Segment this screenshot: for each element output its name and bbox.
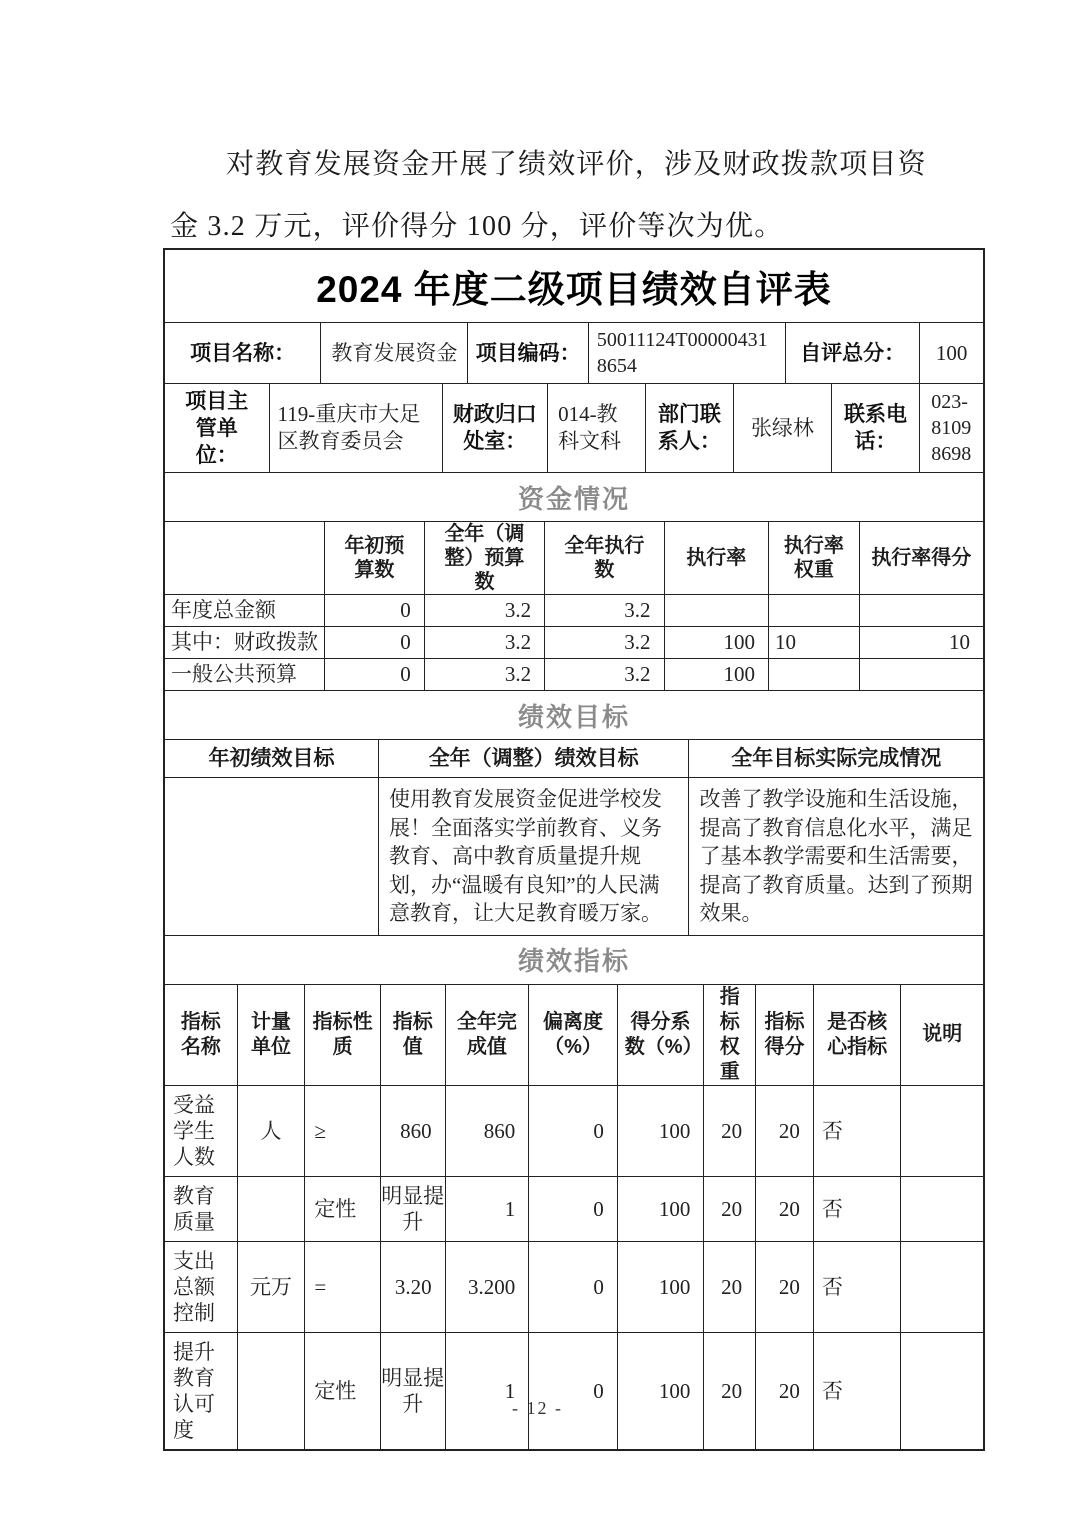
funds-header-row <box>165 522 983 595</box>
table-row <box>165 323 983 384</box>
fund-cell <box>860 595 983 626</box>
indicator-actual: 860 <box>446 1086 530 1176</box>
fund-cell <box>665 595 770 626</box>
goals-initial-text <box>165 778 379 935</box>
goals-section-title: 绩效目标 <box>517 701 630 732</box>
indicator-name: 教育质量 <box>165 1177 238 1241</box>
indicator-weight: 20 <box>704 1086 756 1176</box>
finance-office-label: 财政归口处室： <box>443 384 549 472</box>
table-row <box>165 595 983 627</box>
indicator-core: 否 <box>814 1242 902 1332</box>
funds-header-initial-budget: 年初预算数 <box>325 522 425 594</box>
table-row <box>165 1333 983 1449</box>
fund-cell <box>769 659 860 690</box>
ind-header-weight: 指标权重 <box>704 985 756 1085</box>
indicators-section-title: 绩效指标 <box>517 946 630 976</box>
indicator-note <box>901 1333 983 1449</box>
ind-header-nature: 指标性质 <box>305 985 381 1085</box>
fund-cell: 3.2 <box>545 595 664 626</box>
indicator-coefficient: 100 <box>618 1333 705 1449</box>
fund-row-label: 其中：财政拨款 <box>165 627 325 658</box>
indicator-deviation: 0 <box>529 1177 618 1241</box>
finance-office-value: 014-教科文科 <box>548 384 646 472</box>
self-score-label: 自评总分： <box>786 323 920 383</box>
funds-header-rate-score: 执行率得分 <box>871 547 972 569</box>
indicator-note <box>901 1177 983 1241</box>
goals-adjusted-text: 使用教育发展资金促进学校发展！全面落实学前教育、义务教育、高中教育质量提升规划，办“温暖有良知”的人民满意教育，让大足教育暖万家。 <box>379 778 689 935</box>
project-name-label: 项目名称： <box>165 323 321 383</box>
indicator-unit: 人 <box>238 1086 306 1176</box>
indicator-name: 受益学生人数 <box>165 1086 238 1176</box>
goals-header-initial: 年初绩效目标 <box>165 740 379 777</box>
table-row <box>165 1242 983 1333</box>
table-title-row <box>165 250 983 323</box>
ind-header-name: 指标名称 <box>165 985 238 1085</box>
indicator-name: 支出总额控制 <box>165 1242 238 1332</box>
phone-value: 023-81098698 <box>931 391 972 465</box>
indicator-coefficient: 100 <box>618 1242 705 1332</box>
page-number: - 12 - <box>512 1398 563 1418</box>
fund-cell: 3.2 <box>425 627 545 658</box>
indicator-deviation: 0 <box>529 1086 618 1176</box>
fund-cell: 0 <box>325 627 425 658</box>
ind-header-deviation: 偏离度（%） <box>529 985 618 1085</box>
fund-row-label: 一般公共预算 <box>165 659 325 690</box>
indicator-note <box>901 1086 983 1176</box>
indicator-target: 860 <box>381 1086 446 1176</box>
indicator-deviation: 0 <box>529 1242 618 1332</box>
indicator-note <box>901 1242 983 1332</box>
indicator-target: 明显提升 <box>381 1333 446 1449</box>
indicator-nature: ≥ <box>305 1086 381 1176</box>
ind-header-coefficient: 得分系数（%） <box>618 985 705 1085</box>
fund-cell: 3.2 <box>545 659 664 690</box>
indicator-nature: = <box>305 1242 381 1332</box>
indicator-coefficient: 100 <box>618 1086 705 1176</box>
goals-section-header <box>165 691 983 740</box>
indicator-core: 否 <box>814 1333 902 1449</box>
fund-cell: 3.2 <box>545 627 664 658</box>
fund-cell <box>769 595 860 626</box>
phone-label: 联系电话： <box>832 384 921 472</box>
indicator-unit <box>238 1177 306 1241</box>
table-row <box>165 384 983 473</box>
indicator-nature: 定性 <box>305 1177 381 1241</box>
indicator-unit: 元万 <box>238 1242 306 1332</box>
fund-cell <box>860 659 983 690</box>
indicator-score: 20 <box>756 1333 814 1449</box>
fund-cell: 3.2 <box>425 595 545 626</box>
ind-header-actual: 全年完成值 <box>446 985 530 1085</box>
fund-cell: 10 <box>949 630 970 654</box>
fund-cell: 100 <box>665 627 770 658</box>
ind-header-core: 是否核心指标 <box>814 985 902 1085</box>
ind-header-unit: 计量单位 <box>238 985 306 1085</box>
funds-header-executed: 全年执行数 <box>545 522 664 594</box>
table-title: 2024 年度二级项目绩效自评表 <box>316 269 832 310</box>
indicators-header-row <box>165 985 983 1086</box>
fund-cell: 10 <box>769 627 860 658</box>
table-row <box>165 659 983 691</box>
indicator-name: 提升教育认可度 <box>165 1333 238 1449</box>
indicator-coefficient: 100 <box>618 1177 705 1241</box>
project-code-label: 项目编码： <box>468 323 588 383</box>
indicator-actual: 1 <box>446 1333 530 1449</box>
goals-header-actual: 全年目标实际完成情况 <box>731 747 942 770</box>
table-row <box>165 627 983 659</box>
indicator-target: 3.20 <box>381 1242 446 1332</box>
self-score-value: 100 <box>935 340 968 365</box>
indicator-score: 20 <box>756 1177 814 1241</box>
indicator-actual: 1 <box>446 1177 530 1241</box>
indicator-core: 否 <box>814 1086 902 1176</box>
indicator-weight: 20 <box>704 1333 756 1449</box>
indicator-weight: 20 <box>704 1242 756 1332</box>
ind-header-note: 说明 <box>922 1023 963 1045</box>
fund-cell: 0 <box>325 659 425 690</box>
indicator-actual: 3.200 <box>446 1242 530 1332</box>
intro-paragraph: 对教育发展资金开展了绩效评价，涉及财政拨款项目资金 3.2 万元，评价得分 100 分，评价等次为优。 <box>170 149 927 242</box>
self-eval-table <box>163 248 985 1451</box>
indicator-deviation: 0 <box>529 1333 618 1449</box>
goals-header-adjusted: 全年（调整）绩效目标 <box>379 740 689 777</box>
goals-body-row <box>165 778 983 936</box>
indicator-weight: 20 <box>704 1177 756 1241</box>
goals-header-row <box>165 740 983 778</box>
indicator-core: 否 <box>814 1177 902 1241</box>
funds-header-rate-weight: 执行率权重 <box>769 522 860 594</box>
contact-value: 张绿林 <box>734 384 831 472</box>
ind-header-score: 指标得分 <box>756 985 814 1085</box>
funds-header-blank <box>165 522 325 594</box>
dept-label: 项目主管单位： <box>165 384 270 472</box>
indicator-score: 20 <box>756 1242 814 1332</box>
table-row <box>165 1086 983 1177</box>
fund-cell: 0 <box>325 595 425 626</box>
funds-header-adjusted-budget: 全年（调整）预算数 <box>425 522 545 594</box>
indicators-section-header <box>165 936 983 985</box>
dept-value: 119-重庆市大足区教育委员会 <box>270 384 443 472</box>
contact-label: 部门联系人： <box>646 384 735 472</box>
project-name-value: 教育发展资金 <box>321 323 468 383</box>
table-row <box>165 1177 983 1242</box>
project-code-value: 50011124T000004318654 <box>589 323 786 383</box>
fund-cell: 100 <box>665 659 770 690</box>
funds-section-title: 资金情况 <box>517 483 630 514</box>
indicator-unit <box>238 1333 306 1449</box>
indicator-nature: 定性 <box>305 1333 381 1449</box>
indicator-score: 20 <box>756 1086 814 1176</box>
funds-section-header <box>165 473 983 522</box>
funds-header-exec-rate: 执行率 <box>665 522 770 594</box>
indicator-target: 明显提升 <box>381 1177 446 1241</box>
fund-row-label: 年度总金额 <box>165 595 325 626</box>
goals-actual-text: 改善了教学设施和生活设施，提高了教育信息化水平，满足了基本教学需要和生活需要，提高了教育质量。达到了预期效果。 <box>699 787 973 925</box>
ind-header-target: 指标值 <box>381 985 446 1085</box>
fund-cell: 3.2 <box>425 659 545 690</box>
